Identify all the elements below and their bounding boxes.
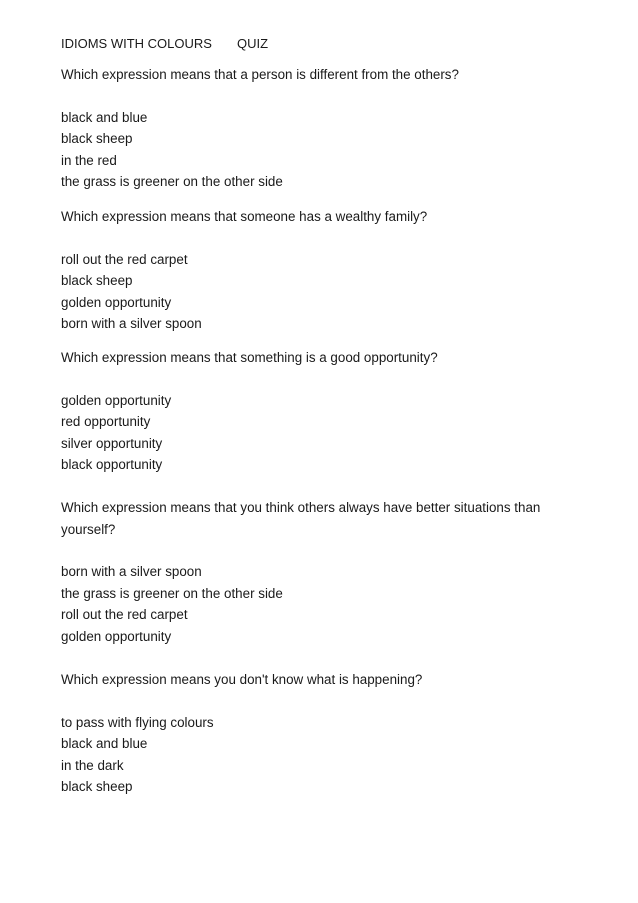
- question-text: Which expression means that you think others always have better situations than yourself?: [61, 500, 541, 537]
- answer-list: [61, 390, 581, 476]
- answer-option: black sheep: [61, 131, 133, 146]
- answer-option: black opportunity: [61, 457, 163, 472]
- question-block-4: [61, 497, 581, 647]
- answer-option: the grass is greener on the other side: [61, 585, 283, 601]
- question-block-2: [61, 206, 581, 335]
- answer-list: [61, 107, 581, 193]
- question-text: Which expression means that something is a good opportunity?: [61, 350, 438, 365]
- answer-option: born with a silver spoon: [61, 564, 202, 579]
- quiz-label: QUIZ: [237, 36, 269, 51]
- document-header: [61, 36, 269, 51]
- question-block-5: [61, 669, 581, 798]
- question-text: Which expression means you don't know what is happening?: [61, 672, 423, 687]
- question-text: Which expression means that a person is different from the others?: [61, 67, 459, 82]
- answer-list: [61, 561, 581, 647]
- answer-option: golden opportunity: [61, 392, 172, 408]
- answer-option: silver opportunity: [61, 435, 163, 451]
- question-text: Which expression means that someone has a wealthy family?: [61, 209, 428, 224]
- answer-option: the grass is greener on the other side: [61, 174, 283, 189]
- answer-option: to pass with flying colours: [61, 714, 214, 730]
- answer-option: black and blue: [61, 109, 148, 125]
- document-title: IDIOMS WITH COLOURS: [61, 36, 212, 51]
- question-block-3: [61, 347, 581, 476]
- answer-option: in the dark: [61, 757, 124, 773]
- answer-option: black sheep: [61, 273, 133, 288]
- answer-option: born with a silver spoon: [61, 316, 202, 331]
- answer-option: roll out the red carpet: [61, 607, 188, 622]
- answer-option: golden opportunity: [61, 628, 172, 644]
- answer-option: roll out the red carpet: [61, 251, 188, 267]
- answer-option: black and blue: [61, 736, 148, 751]
- answer-option: black sheep: [61, 779, 133, 794]
- answer-option: red opportunity: [61, 414, 151, 429]
- answer-option: golden opportunity: [61, 294, 172, 310]
- answer-list: [61, 712, 581, 798]
- answer-option: in the red: [61, 152, 117, 168]
- question-block-1: [61, 64, 581, 193]
- answer-list: [61, 249, 581, 335]
